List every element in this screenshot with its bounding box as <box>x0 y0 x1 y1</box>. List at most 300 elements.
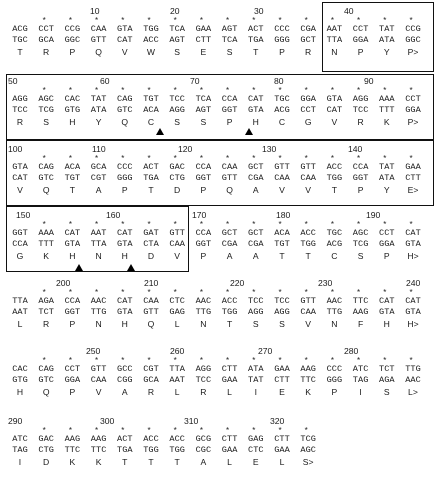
codon: GGT <box>64 307 81 317</box>
codon-marker-star: * <box>199 426 203 435</box>
amino-acid: P <box>357 185 364 195</box>
codon: TAT <box>378 24 395 34</box>
codon: ATA <box>378 173 395 183</box>
codon: GGA <box>405 105 421 115</box>
codon-marker-star: * <box>357 86 361 95</box>
position-number: 280 <box>344 346 359 356</box>
codon-marker-star: * <box>42 288 46 297</box>
codon: AGG <box>274 307 290 317</box>
codon: GCA <box>90 162 107 172</box>
codon: ACG <box>12 24 28 34</box>
codon-marker-star: * <box>330 154 334 163</box>
amino-acid: T <box>279 251 285 261</box>
codon-marker-star: * <box>304 288 308 297</box>
amino-acid: S <box>279 319 285 329</box>
position-number: 110 <box>92 144 106 154</box>
codon: TGA <box>143 173 159 183</box>
codon: CAA <box>90 24 107 34</box>
codon: AAT <box>326 24 343 34</box>
amino-acid: H <box>16 387 24 397</box>
codon-marker-star: * <box>304 86 308 95</box>
codon-marker-star: * <box>304 16 308 25</box>
amino-acid: S <box>252 319 259 329</box>
codon-marker-star: * <box>68 154 72 163</box>
codon: CAT <box>247 94 264 104</box>
codon-marker-star: * <box>226 288 230 297</box>
amino-acid: P <box>200 185 207 195</box>
codon: TGC <box>12 35 28 45</box>
amino-acid: N <box>200 319 207 329</box>
amino-acid: P <box>331 387 338 397</box>
position-number: 190 <box>366 210 381 220</box>
amino-acid: Y <box>383 185 390 195</box>
codon: TTA <box>326 35 343 45</box>
codon: TGG <box>169 445 185 455</box>
amino-acid: P> <box>407 47 419 57</box>
codon-marker-star: * <box>252 16 256 25</box>
codon-marker-star: * <box>173 426 177 435</box>
codon: TGG <box>143 445 159 455</box>
position-number: 230 <box>318 278 333 288</box>
codon-marker-star: * <box>278 220 282 229</box>
codon: GGC <box>405 35 421 45</box>
codon-marker-star: * <box>147 426 151 435</box>
codon: AAT <box>12 307 28 317</box>
codon: GGT <box>195 239 212 249</box>
codon-marker-star: * <box>383 16 387 25</box>
codon: CTC <box>169 296 185 306</box>
codon: GTC <box>116 105 133 115</box>
codon-marker-star: * <box>121 220 125 229</box>
codon: TGG <box>300 239 316 249</box>
codon: AGG <box>247 307 264 317</box>
codon-marker-star: * <box>147 288 151 297</box>
codon: AGC <box>38 94 54 104</box>
codon: ACC <box>169 434 185 444</box>
position-number: 140 <box>348 144 363 154</box>
amino-acid: H <box>383 319 390 329</box>
codon: CAT <box>405 228 421 238</box>
amino-acid: P <box>69 47 76 57</box>
amino-acid: L <box>227 387 233 397</box>
amino-acid: Q <box>42 387 50 397</box>
codon-marker-star: * <box>278 288 282 297</box>
codon-marker-star: * <box>252 220 256 229</box>
amino-acid: T <box>331 185 338 195</box>
codon-marker-star: * <box>383 154 387 163</box>
amino-acid: H <box>121 251 128 261</box>
codon: CCC <box>116 162 133 172</box>
marker-triangle-4 <box>127 264 135 271</box>
amino-acid: E <box>252 457 259 467</box>
codon: GAA <box>405 162 421 172</box>
codon: CCT <box>64 364 81 374</box>
codon: GTA <box>378 307 395 317</box>
amino-acid: A <box>95 185 102 195</box>
amino-acid: Q <box>42 185 50 195</box>
codon-marker-star: * <box>330 288 334 297</box>
codon-marker-star: * <box>68 356 72 365</box>
codon: GTA <box>405 239 421 249</box>
codon: CGG <box>116 375 133 385</box>
codon: CAA <box>90 375 107 385</box>
codon: TAT <box>378 162 395 172</box>
amino-acid: H> <box>407 251 419 261</box>
codon-marker-star: * <box>252 356 256 365</box>
amino-acid: E <box>279 387 285 397</box>
amino-acid: S> <box>302 457 314 467</box>
amino-acid: S <box>174 117 181 127</box>
codon: CAG <box>38 364 54 374</box>
codon: GTG <box>12 375 28 385</box>
codon: CTG <box>169 173 185 183</box>
codon: CTT <box>195 35 212 45</box>
codon: CAA <box>274 173 290 183</box>
codon: CAA <box>300 173 316 183</box>
codon: CGA <box>221 239 238 249</box>
codon-marker-star: * <box>147 356 151 365</box>
amino-acid: S <box>43 117 50 127</box>
codon: CCT <box>378 228 395 238</box>
codon: TAT <box>247 375 264 385</box>
amino-acid: K <box>305 387 312 397</box>
position-number: 310 <box>184 416 199 426</box>
codon: CAC <box>64 94 81 104</box>
amino-acid: H <box>121 319 128 329</box>
codon: TAG <box>352 375 369 385</box>
codon-marker-star: * <box>383 220 387 229</box>
amino-acid: C <box>278 117 286 127</box>
codon: GGA <box>352 35 369 45</box>
amino-acid: L> <box>408 387 418 397</box>
codon: AGA <box>38 296 54 306</box>
codon: TCC <box>352 105 369 115</box>
codon: GTC <box>38 375 54 385</box>
codon: TGT <box>274 239 290 249</box>
amino-acid: H <box>69 117 76 127</box>
codon-marker-star: * <box>357 154 361 163</box>
codon: CAA <box>143 296 159 306</box>
codon: AAT <box>90 228 107 238</box>
codon: AGA <box>378 375 395 385</box>
amino-acid: V <box>95 387 102 397</box>
amino-acid: P <box>279 47 285 57</box>
codon-marker-star: * <box>330 356 334 365</box>
amino-acid: V <box>305 185 312 195</box>
codon: GGA <box>300 94 316 104</box>
amino-acid: F <box>357 319 364 329</box>
codon: GAT <box>143 228 159 238</box>
codon: CGT <box>143 364 159 374</box>
codon: CAT <box>12 173 28 183</box>
codon: GTT <box>90 35 107 45</box>
codon-marker-star: * <box>357 288 361 297</box>
codon: TGA <box>247 35 264 45</box>
position-number: 250 <box>86 346 101 356</box>
codon: GTA <box>116 239 133 249</box>
codon: GTT <box>221 173 238 183</box>
amino-acid: R <box>147 387 155 397</box>
codon-marker-star: * <box>42 16 46 25</box>
amino-acid: V <box>279 185 285 195</box>
codon: AAG <box>300 364 316 374</box>
codon-marker-star: * <box>226 356 230 365</box>
amino-acid: L <box>174 387 180 397</box>
codon: GGT <box>221 105 238 115</box>
amino-acid: L <box>174 319 180 329</box>
codon: TAT <box>90 94 107 104</box>
codon-marker-star: * <box>95 288 99 297</box>
position-number: 240 <box>406 278 421 288</box>
codon: ACT <box>247 24 264 34</box>
codon: CCA <box>195 162 212 172</box>
codon-marker-star: * <box>68 16 72 25</box>
codon: AGC <box>352 228 369 238</box>
codon-marker-star: * <box>173 86 177 95</box>
codon: AAC <box>195 296 212 306</box>
codon-marker-star: * <box>330 220 334 229</box>
amino-acid: N <box>95 251 102 261</box>
codon-marker-star: * <box>199 220 203 229</box>
codon: CAA <box>300 307 316 317</box>
codon-marker-star: * <box>357 16 361 25</box>
codon: CTT <box>221 434 238 444</box>
codon: TGG <box>221 307 238 317</box>
codon: GTT <box>274 162 290 172</box>
codon: GTT <box>90 364 107 374</box>
codon: GTA <box>116 24 133 34</box>
codon: TCG <box>300 434 316 444</box>
codon: CGA <box>300 24 316 34</box>
codon: TCT <box>38 307 54 317</box>
codon: ACA <box>143 105 159 115</box>
codon: GTA <box>64 239 81 249</box>
amino-acid: N <box>331 47 338 57</box>
amino-acid: R <box>200 387 207 397</box>
position-number: 50 <box>8 76 18 86</box>
codon-marker-star: * <box>409 356 413 365</box>
amino-acid: S <box>383 387 390 397</box>
codon-marker-star: * <box>121 426 125 435</box>
codon-marker-star: * <box>173 16 177 25</box>
position-number: 200 <box>56 278 71 288</box>
codon: TGA <box>116 445 133 455</box>
amino-acid: K <box>69 457 76 467</box>
codon-marker-star: * <box>226 220 230 229</box>
codon-marker-star: * <box>121 86 125 95</box>
codon-marker-star: * <box>252 86 256 95</box>
codon: GTA <box>405 307 421 317</box>
position-number: 220 <box>230 278 245 288</box>
codon: CGT <box>90 173 107 183</box>
codon: CCG <box>64 24 81 34</box>
amino-acid: T <box>122 457 128 467</box>
codon-marker-star: * <box>409 86 413 95</box>
amino-acid: P <box>357 47 364 57</box>
amino-acid: R <box>305 47 312 57</box>
codon-marker-star: * <box>409 16 413 25</box>
codon: CCA <box>64 296 81 306</box>
codon-marker-star: * <box>409 220 413 229</box>
codon-marker-star: * <box>42 86 46 95</box>
codon: TCA <box>169 24 185 34</box>
codon-marker-star: * <box>226 154 230 163</box>
amino-acid: N <box>331 319 338 329</box>
amino-acid: W <box>146 47 156 57</box>
codon: ATA <box>247 364 264 374</box>
codon-marker-star: * <box>68 220 72 229</box>
codon-marker-star: * <box>304 220 308 229</box>
amino-acid: Y <box>383 47 390 57</box>
codon-marker-star: * <box>147 220 151 229</box>
codon-marker-star: * <box>226 16 230 25</box>
codon-marker-star: * <box>147 86 151 95</box>
codon: AAC <box>405 375 421 385</box>
amino-acid: L <box>279 457 285 467</box>
codon: ACT <box>116 434 133 444</box>
codon: TCG <box>38 105 54 115</box>
codon-marker-star: * <box>95 86 99 95</box>
codon: ACG <box>326 239 343 249</box>
codon: GAA <box>221 445 238 455</box>
codon-marker-star: * <box>121 154 125 163</box>
codon: TCG <box>352 239 369 249</box>
codon: CTT <box>274 375 290 385</box>
codon: GCT <box>247 162 264 172</box>
amino-acid: G <box>16 251 24 261</box>
codon: GTA <box>116 307 133 317</box>
amino-acid: T <box>148 457 154 467</box>
codon: TTG <box>326 307 343 317</box>
amino-acid: A <box>252 185 259 195</box>
codon: GGT <box>12 228 28 238</box>
codon: CCC <box>274 24 290 34</box>
codon-marker-star: * <box>278 154 282 163</box>
marker-triangle-1 <box>156 128 164 135</box>
codon: CAT <box>405 296 421 306</box>
amino-acid: I <box>359 387 362 397</box>
amino-acid: L <box>17 319 23 329</box>
codon: GGG <box>116 173 133 183</box>
codon: TTT <box>378 105 395 115</box>
codon-marker-star: * <box>121 288 125 297</box>
codon: AGT <box>169 35 185 45</box>
codon: CAC <box>12 364 28 374</box>
amino-acid: T <box>253 47 259 57</box>
amino-acid: P <box>200 251 207 261</box>
codon: CAT <box>116 296 133 306</box>
codon: TCC <box>12 105 28 115</box>
codon-marker-star: * <box>330 86 334 95</box>
codon-marker-star: * <box>252 288 256 297</box>
amino-acid: P> <box>407 117 419 127</box>
codon: GAG <box>247 434 264 444</box>
codon-marker-star: * <box>409 288 413 297</box>
codon: TTA <box>169 364 185 374</box>
codon: GGG <box>326 375 343 385</box>
codon: CCA <box>221 94 238 104</box>
codon-marker-star: * <box>95 154 99 163</box>
codon: GTT <box>169 228 185 238</box>
codon: AAA <box>378 94 395 104</box>
codon-marker-star: * <box>199 154 203 163</box>
codon: TCT <box>378 364 395 374</box>
codon: GCC <box>116 364 133 374</box>
amino-acid: A <box>226 251 233 261</box>
codon: CAT <box>64 228 81 238</box>
amino-acid: H> <box>407 319 419 329</box>
amino-acid: P <box>383 251 390 261</box>
codon: GCT <box>247 228 264 238</box>
amino-acid: R <box>16 117 24 127</box>
codon: CTT <box>274 434 290 444</box>
codon: AAG <box>64 434 81 444</box>
position-number: 320 <box>270 416 285 426</box>
position-number: 260 <box>170 346 185 356</box>
codon: TGT <box>143 94 159 104</box>
position-number: 70 <box>190 76 200 86</box>
amino-acid: P <box>226 117 233 127</box>
codon: TAG <box>12 445 28 455</box>
codon-marker-star: * <box>278 356 282 365</box>
codon: TGC <box>326 228 343 238</box>
codon-marker-star: * <box>68 288 72 297</box>
codon-marker-star: * <box>95 16 99 25</box>
codon: CAT <box>378 296 395 306</box>
codon: GCT <box>300 35 316 45</box>
codon: GGT <box>195 173 212 183</box>
position-number: 80 <box>274 76 284 86</box>
amino-acid: K <box>43 251 50 261</box>
codon-marker-star: * <box>147 16 151 25</box>
codon: ACA <box>274 228 290 238</box>
codon-marker-star: * <box>68 86 72 95</box>
codon: TCA <box>195 94 212 104</box>
codon-marker-star: * <box>383 356 387 365</box>
amino-acid: I <box>18 457 22 467</box>
codon: TTC <box>90 445 107 455</box>
codon: CTC <box>247 445 264 455</box>
codon: CCG <box>405 24 421 34</box>
codon: CAA <box>221 162 238 172</box>
amino-acid: I <box>254 387 258 397</box>
amino-acid: C <box>147 117 155 127</box>
codon: AAG <box>90 434 107 444</box>
codon: GGC <box>64 35 81 45</box>
marker-triangle-3 <box>75 264 83 271</box>
codon-marker-star: * <box>357 220 361 229</box>
codon-marker-star: * <box>278 426 282 435</box>
codon-marker-star: * <box>173 356 177 365</box>
codon-marker-star: * <box>252 154 256 163</box>
codon: TGG <box>326 173 343 183</box>
codon: GCA <box>38 35 54 45</box>
amino-acid: V <box>331 117 338 127</box>
amino-acid: D <box>147 251 155 261</box>
amino-acid: L <box>227 457 233 467</box>
codon: TTC <box>64 445 81 455</box>
codon: GTT <box>143 307 159 317</box>
codon-marker-star: * <box>278 16 282 25</box>
codon: CCT <box>405 94 421 104</box>
amino-acid: K <box>95 457 102 467</box>
amino-acid: A <box>121 387 128 397</box>
codon: GGG <box>274 35 290 45</box>
codon: ATC <box>352 364 369 374</box>
codon: AGC <box>300 445 316 455</box>
codon: GAA <box>274 364 290 374</box>
amino-acid: V <box>17 185 23 195</box>
